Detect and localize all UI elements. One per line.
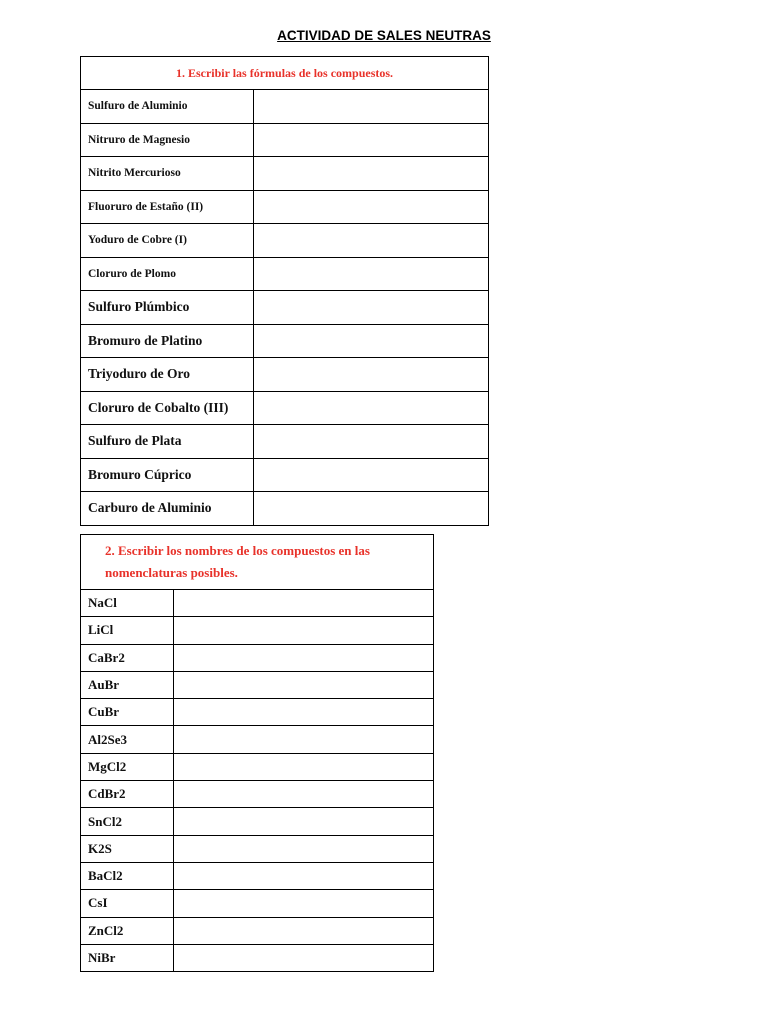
formula-label: CuBr	[81, 699, 174, 726]
table-row	[81, 324, 489, 358]
table-row	[81, 391, 489, 425]
table-row	[81, 358, 489, 392]
section1-heading-text: 1. Escribir las fórmulas de los compuestos.	[175, 66, 394, 80]
name-answer-cell[interactable]	[174, 808, 434, 835]
name-answer-cell[interactable]	[174, 644, 434, 671]
formula-answer-cell[interactable]	[254, 492, 489, 526]
table-row	[81, 492, 489, 526]
formulas-table	[80, 56, 489, 526]
compound-name: Bromuro Cúprico	[81, 458, 254, 492]
compound-name: Cloruro de Plomo	[81, 257, 254, 291]
formula-answer-cell[interactable]	[254, 358, 489, 392]
compound-name: Sulfuro de Aluminio	[81, 90, 254, 124]
formula-label: CaBr2	[81, 644, 174, 671]
formula-answer-cell[interactable]	[254, 90, 489, 124]
table-row	[81, 699, 434, 726]
table-row	[81, 753, 434, 780]
section1-heading	[81, 57, 489, 90]
formula-label: AuBr	[81, 671, 174, 698]
table-row	[81, 425, 489, 459]
formula-answer-cell[interactable]	[254, 190, 489, 224]
table-row	[81, 291, 489, 325]
table-row	[81, 890, 434, 917]
compound-name: Sulfuro de Plata	[81, 425, 254, 459]
name-answer-cell[interactable]	[174, 781, 434, 808]
formula-label: NaCl	[81, 590, 174, 617]
name-answer-cell[interactable]	[174, 862, 434, 889]
name-answer-cell[interactable]	[174, 726, 434, 753]
name-answer-cell[interactable]	[174, 671, 434, 698]
table-row	[81, 190, 489, 224]
compound-name: Nitrito Mercurioso	[81, 157, 254, 191]
formula-label: SnCl2	[81, 808, 174, 835]
formula-label: CdBr2	[81, 781, 174, 808]
table-row	[81, 781, 434, 808]
table-row	[81, 726, 434, 753]
table-row	[81, 808, 434, 835]
formula-label: Al2Se3	[81, 726, 174, 753]
compound-name: Cloruro de Cobalto (III)	[81, 391, 254, 425]
table-row	[81, 917, 434, 944]
table-row	[81, 257, 489, 291]
compound-name: Bromuro de Platino	[81, 324, 254, 358]
name-answer-cell[interactable]	[174, 617, 434, 644]
table-row	[81, 590, 434, 617]
table-row	[81, 671, 434, 698]
table-row	[81, 90, 489, 124]
section2-heading-line2: nomenclaturas posibles.	[105, 565, 238, 580]
compound-name: Sulfuro Plúmbico	[81, 291, 254, 325]
names-table	[80, 534, 434, 972]
formula-answer-cell[interactable]	[254, 123, 489, 157]
table-row	[81, 157, 489, 191]
formula-answer-cell[interactable]	[254, 458, 489, 492]
compound-name: Carburo de Aluminio	[81, 492, 254, 526]
compound-name: Triyoduro de Oro	[81, 358, 254, 392]
formula-label: LiCl	[81, 617, 174, 644]
formula-answer-cell[interactable]	[254, 291, 489, 325]
name-answer-cell[interactable]	[174, 890, 434, 917]
table-row	[81, 224, 489, 258]
formula-answer-cell[interactable]	[254, 391, 489, 425]
formula-label: ZnCl2	[81, 917, 174, 944]
formula-label: BaCl2	[81, 862, 174, 889]
table-row	[81, 617, 434, 644]
compound-name: Fluoruro de Estaño (II)	[81, 190, 254, 224]
name-answer-cell[interactable]	[174, 699, 434, 726]
name-answer-cell[interactable]	[174, 590, 434, 617]
table-row	[81, 862, 434, 889]
compound-name: Yoduro de Cobre (I)	[81, 224, 254, 258]
section2-heading	[81, 535, 434, 590]
formula-label: MgCl2	[81, 753, 174, 780]
name-answer-cell[interactable]	[174, 835, 434, 862]
formula-answer-cell[interactable]	[254, 324, 489, 358]
table-row	[81, 944, 434, 971]
formula-answer-cell[interactable]	[254, 425, 489, 459]
page-title: ACTIVIDAD DE SALES NEUTRAS	[277, 28, 491, 43]
table-row	[81, 458, 489, 492]
name-answer-cell[interactable]	[174, 753, 434, 780]
formula-label: CsI	[81, 890, 174, 917]
name-answer-cell[interactable]	[174, 917, 434, 944]
formula-label: NiBr	[81, 944, 174, 971]
formula-answer-cell[interactable]	[254, 157, 489, 191]
table-row	[81, 835, 434, 862]
section2-heading-line1: 2. Escribir los nombres de los compuestos en las	[105, 543, 370, 558]
formula-label: K2S	[81, 835, 174, 862]
name-answer-cell[interactable]	[174, 944, 434, 971]
table-row	[81, 123, 489, 157]
table-row	[81, 644, 434, 671]
formula-answer-cell[interactable]	[254, 257, 489, 291]
formula-answer-cell[interactable]	[254, 224, 489, 258]
compound-name: Nitruro de Magnesio	[81, 123, 254, 157]
